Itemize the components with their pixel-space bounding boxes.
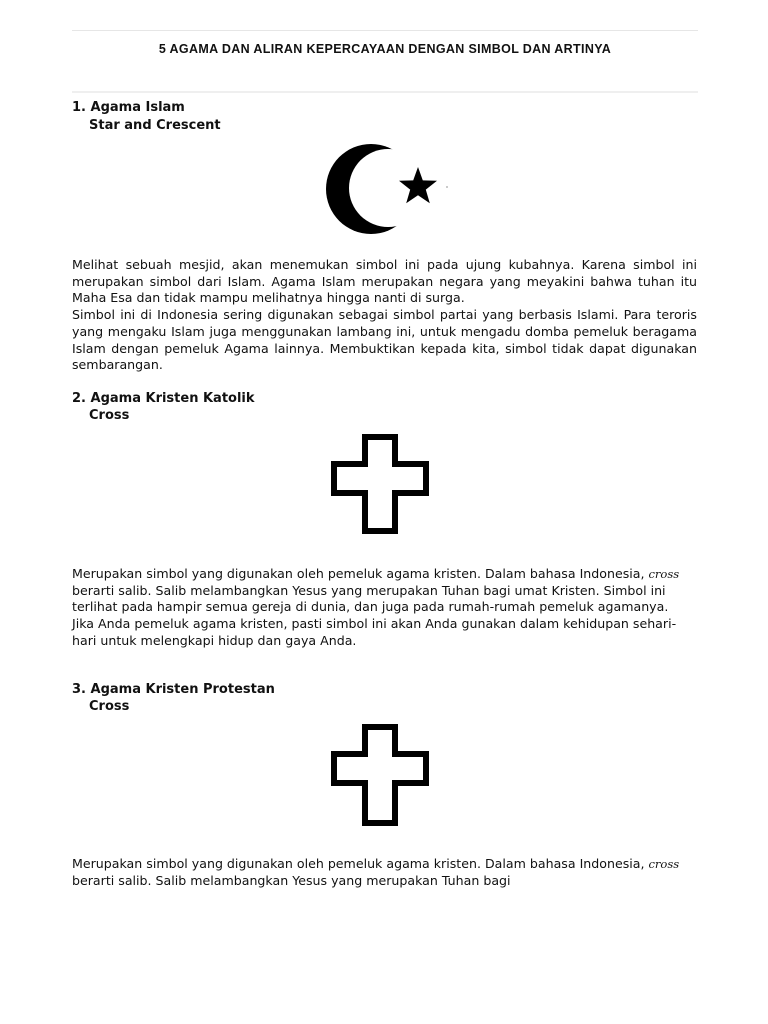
italic-term: cross [648, 857, 680, 871]
italic-term: cross [648, 567, 680, 581]
paragraph: Merupakan simbol yang digunakan oleh pemeluk agama kristen. Dalam bahasa Indonesia, cross berarti salib. Salib melambangkan Yesus yang merupakan Tuhan bagi umat Kristen. Simbol ini terlihat pada hampir semua gereja di dunia, dan juga pada rumah-rumah pemeluk agamanya. [72, 566, 680, 615]
paragraph: Simbol ini di Indonesia sering digunakan sebagai simbol partai yang berbasis Islami. Para teroris yang mengaku Islam juga menggunakan lambang ini, untuk mengadu domba pemeluk beragama Islam dengan pemeluk Agama lainnya. Membuktikan kepada kita, simbol tidak dapat digunakan sembarangan. [72, 307, 697, 373]
section-text-protestan [72, 856, 697, 889]
paragraph: Jika Anda pemeluk agama kristen, pasti simbol ini akan Anda gunakan dalam kehidupan sehari-hari untuk melengkapi hidup dan gaya Anda. [72, 616, 677, 648]
paragraph: Melihat sebuah mesjid, akan menemukan simbol ini pada ujung kubahnya. Karena simbol ini merupakan simbol dari Islam. Agama Islam merupakan negara yang meyakini bahwa tuhan itu Maha Esa dan tidak mampu melihatnya hingga nanti di surga. [72, 257, 697, 306]
star-and-crescent-icon [326, 142, 452, 238]
symbol-name-katolik: Cross [89, 408, 130, 423]
section-text-katolik [72, 566, 697, 650]
symbol-name-protestan: Cross [89, 699, 130, 714]
page-title: 5 AGAMA DAN ALIRAN KEPERCAYAAN DENGAN SIMBOL DAN ARTINYA [158, 42, 612, 56]
section-heading-katolik: 2. Agama Kristen Katolik [72, 391, 255, 406]
section-heading-protestan: 3. Agama Kristen Protestan [72, 682, 275, 697]
section-text-islam [72, 257, 697, 374]
header-top-rule [72, 30, 698, 31]
section-heading-islam: 1. Agama Islam [72, 100, 185, 115]
header-bottom-rule [72, 91, 698, 93]
paragraph: Merupakan simbol yang digunakan oleh pemeluk agama kristen. Dalam bahasa Indonesia, cross berarti salib. Salib melambangkan Yesus yang merupakan Tuhan bagi [72, 856, 680, 888]
cross-icon [331, 434, 429, 534]
cross-icon [331, 724, 429, 826]
symbol-name-islam: Star and Crescent [89, 118, 221, 133]
